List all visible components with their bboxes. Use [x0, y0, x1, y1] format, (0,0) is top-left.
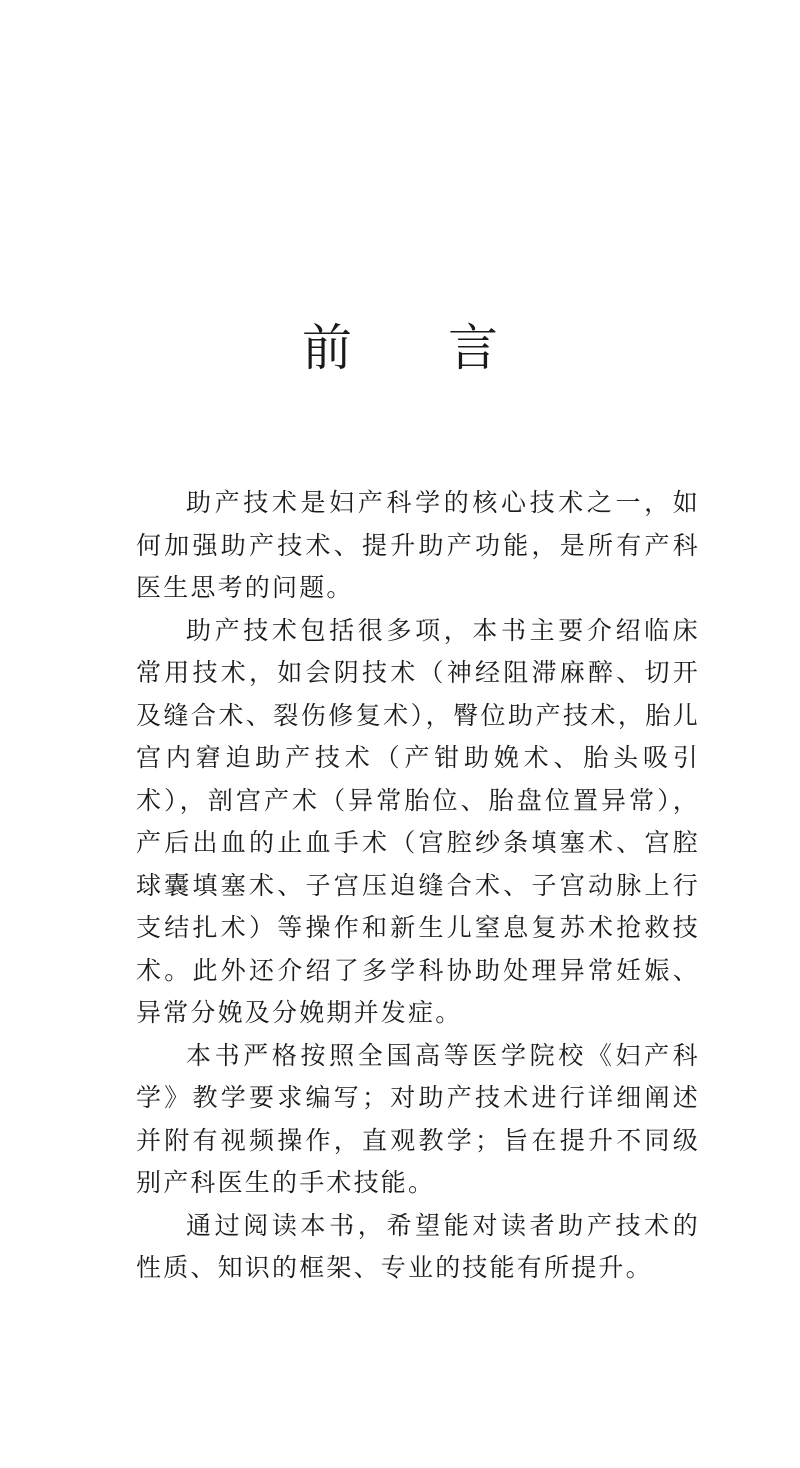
preface-body — [136, 482, 700, 1290]
page-title: 前 言 — [302, 319, 538, 377]
paragraph-1: 助产技术是妇产科学的核心技术之一，如何加强助产技术、提升助产功能，是所有产科医生思考的问题。 — [136, 488, 700, 602]
paragraph-3: 本书严格按照全国高等医学院校《妇产科学》教学要求编写；对助产技术进行详细阐述并附有视频操作，直观教学；旨在提升不同级别产科医生的手术技能。 — [136, 1040, 700, 1197]
paragraph-2: 助产技术包括很多项，本书主要介绍临床常用技术，如会阴技术（神经阻滞麻醉、切开及缝合术、裂伤修复术），臀位助产技术，胎儿宫内窘迫助产技术（产钳助娩术、胎头吸引术），剖宫产术（异常胎位、胎盘位置异常），产后出血的止血手术（宫腔纱条填塞术、宫腔球囊填塞术、子宫压迫缝合术、子宫动脉上行支结扎术）等操作和新生儿窒息复苏术抢救技术。此外还介绍了多学科协助处理异常妊娠、异常分娩及分娩期并发症。 — [136, 615, 700, 1027]
paragraph-4: 通过阅读本书，希望能对读者助产技术的性质、知识的框架、专业的技能有所提升。 — [136, 1210, 700, 1282]
